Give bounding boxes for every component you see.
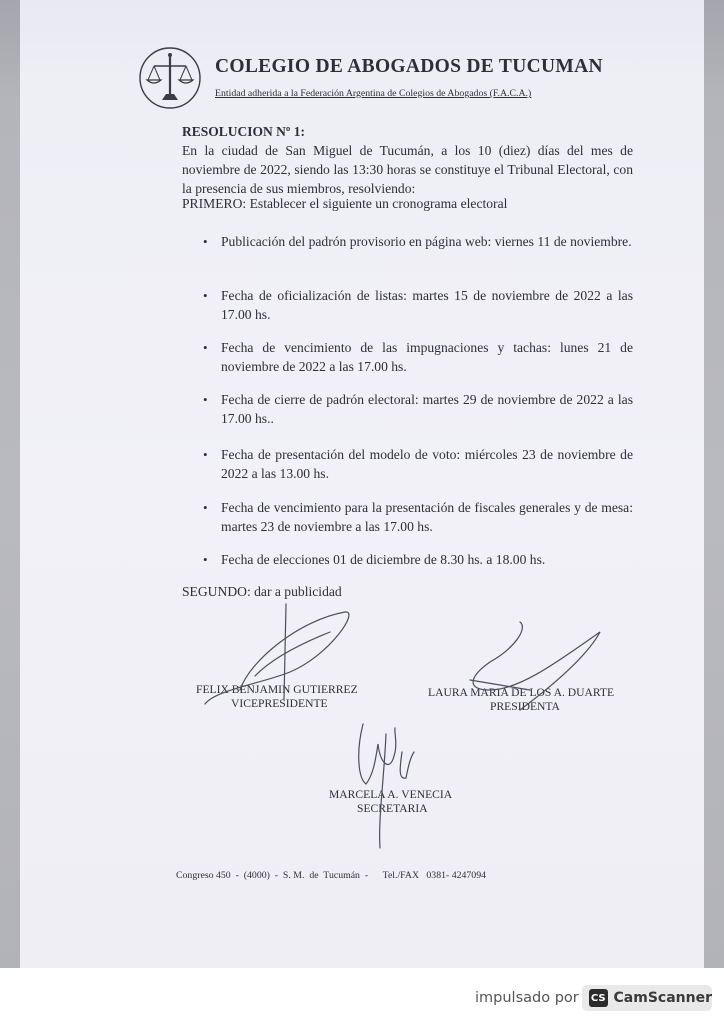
schedule-item: • Fecha de vencimiento de las impugnaciones y tachas: lunes 21 de noviembre de 2022 a las 17.00 hs. bbox=[221, 338, 633, 376]
signatory-name-president: LAURA MARIA DE LOS A. DUARTE bbox=[428, 686, 615, 699]
schedule-item: • Fecha de oficialización de listas: martes 15 de noviembre de 2022 a las 17.00 hs. bbox=[221, 286, 633, 324]
resolution-title: RESOLUCION Nº 1: bbox=[182, 124, 305, 139]
schedule-item: • Fecha de cierre de padrón electoral: martes 29 de noviembre de 2022 a las 17.00 hs.. bbox=[221, 390, 633, 428]
signatory-name-secretary: MARCELA A. VENECIA bbox=[329, 788, 453, 801]
schedule-item: • Publicación del padrón provisorio en página web: viernes 11 de noviembre. bbox=[221, 232, 633, 251]
resolution-first-article: PRIMERO: Establecer el siguiente un cronograma electoral bbox=[182, 196, 508, 211]
camscanner-logo-icon: CS bbox=[589, 989, 608, 1007]
schedule-item: • Fecha de presentación del modelo de voto: miércoles 23 de noviembre de 2022 a las 13.00 hs. bbox=[221, 445, 633, 483]
resolution-intro: En la ciudad de San Miguel de Tucumán, a los 10 (diez) días del mes de noviembre de 2022, siendo las 13:30 horas se constituye el Tribunal Electoral, con la presencia de sus miembros, resolviendo: bbox=[182, 143, 633, 196]
scanner-brand-name: CamScanner bbox=[613, 990, 712, 1006]
scanner-powered-by-text: impulsado por bbox=[475, 990, 579, 1006]
scales-of-justice-icon bbox=[138, 46, 202, 110]
organization-subtitle: Entidad adherida a la Federación Argentina de Colegios de Abogados (F.A.C.A.) bbox=[215, 88, 532, 99]
signatory-role-vicepresident: VICEPRESIDENTE bbox=[231, 697, 328, 710]
organization-name: COLEGIO DE ABOGADOS DE TUCUMAN bbox=[215, 56, 603, 77]
resolution-second-article: SEGUNDO: dar a publicidad bbox=[182, 584, 342, 599]
schedule-item: • Fecha de vencimiento para la presentación de fiscales generales y de mesa: martes 23 de noviembre a las 17.00 hs. bbox=[221, 498, 633, 536]
schedule-item: • Fecha de elecciones 01 de diciembre de 8.30 hs. a 18.00 hs. bbox=[221, 550, 633, 569]
signatory-name-vicepresident: FELIX BENJAMIN GUTIERREZ bbox=[196, 683, 358, 696]
signatory-role-secretary: SECRETARIA bbox=[357, 802, 428, 815]
signatory-role-president: PRESIDENTA bbox=[490, 700, 560, 713]
footer-address: Congreso 450 - (4000) - S. M. de Tucumán - Tel./FAX 0381- 4247094 bbox=[176, 870, 486, 881]
scanner-brand-badge bbox=[582, 985, 712, 1011]
